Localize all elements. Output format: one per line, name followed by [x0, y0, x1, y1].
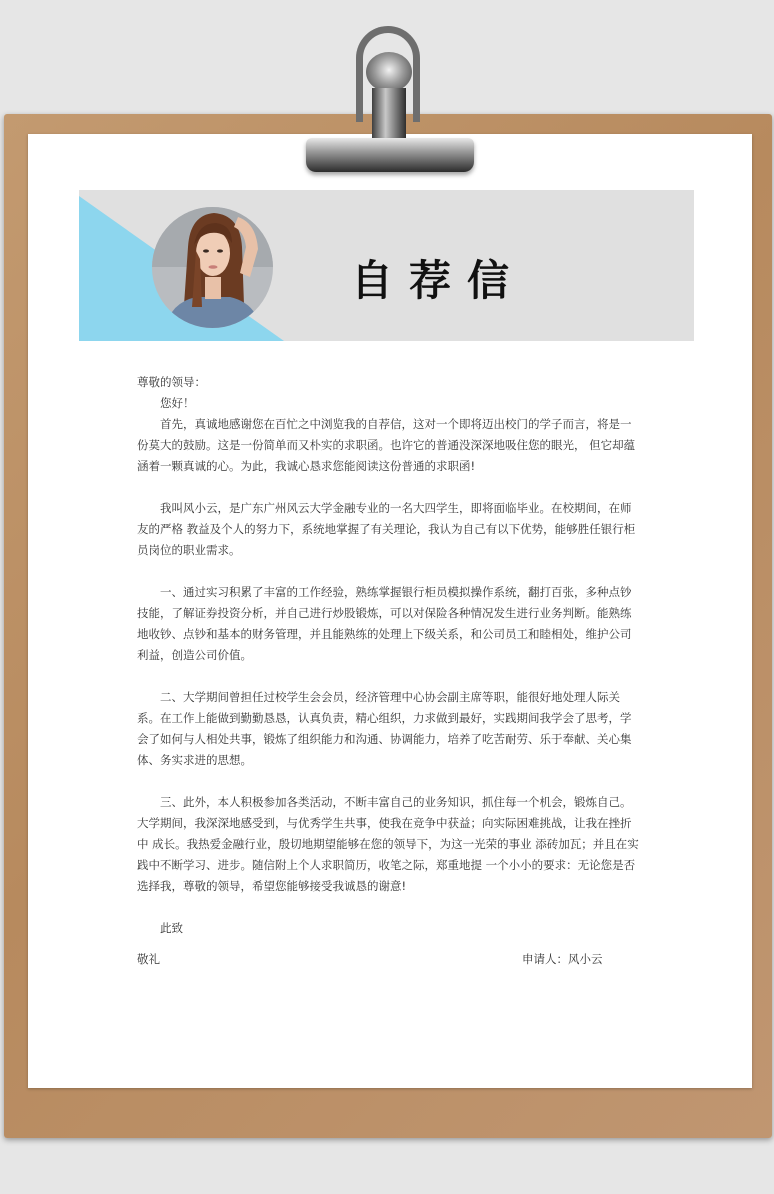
regards: 敬礼 — [137, 952, 160, 966]
letter-body — [137, 372, 639, 970]
letter-header — [79, 190, 694, 341]
sign-row — [137, 949, 639, 970]
paragraph-strength-2: 二、大学期间曾担任过校学生会会员，经济管理中心协会副主席等职，能很好地处理人际关系。在工作上能做到勤勤恳恳，认真负责，精心组织，力求做到最好，实践期间我学会了思考，学会了如何与人相处共事，锻炼了组织能力和沟通、协调能力，培养了吃苦耐劳、乐于奉献、关心集体、务实求进的思想。 — [137, 690, 632, 767]
portrait-photo — [152, 207, 273, 328]
clip-plate — [306, 138, 474, 172]
salutation: 尊敬的领导： — [137, 375, 206, 389]
closing: 此致 — [160, 921, 183, 935]
paragraph-background: 我叫风小云，是广东广州风云大学金融专业的一名大四学生，即将面临毕业。在校期间，在师友的严格 教益及个人的努力下，系统地掌握了有关理论，我认为自己有以下优势，能够胜任银行柜员岗位的职业需求。 — [137, 501, 636, 557]
paragraph-strength-1: 一、通过实习积累了丰富的工作经验，熟练掌握银行柜员模拟操作系统，翻打百张，多种点钞技能，了解证券投资分析，并自己进行炒股锻炼，可以对保险各种情况发生进行业务判断。能熟练地收钞、点钞和基本的财务管理，并且能熟练的处理上下级关系，和公司员工和睦相处，维护公司利益，创造公司价值。 — [137, 585, 632, 662]
clip-hinge — [366, 52, 412, 92]
greeting: 您好！ — [160, 396, 195, 410]
clip-neck — [372, 88, 406, 140]
paragraph-strength-3: 三、此外，本人积极参加各类活动，不断丰富自己的业务知识，抓住每一个机会，锻炼自己。大学期间，我深深地感受到，与优秀学生共事，使我在竞争中获益；向实际困难挑战，让我在挫折中 成长。我热爱金融行业，殷切地期望能够在您的领导下，为这一光荣的事业 添砖加瓦；并且在实践中不断学习、进步。随信附上个人求职简历，收笔之际，郑重地提 一个小小的要求：无论您是否选择我，尊敬的领导，希望您能够接受我诚恳的谢意! — [137, 795, 639, 893]
page-title: 自荐信 — [351, 256, 526, 305]
paragraph-intro: 首先，真诚地感谢您在百忙之中浏览我的自荐信，这对一个即将迈出校门的学子而言，将是一份莫大的鼓励。这是一份简单而又朴实的求职函。也许它的普通没深深地吸住您的眼光， 但它却蕴涵着一颗真诚的心。为此，我诚心恳求您能阅读这份普通的求职函! — [137, 417, 636, 473]
signature: 申请人：风小云 — [522, 952, 603, 966]
